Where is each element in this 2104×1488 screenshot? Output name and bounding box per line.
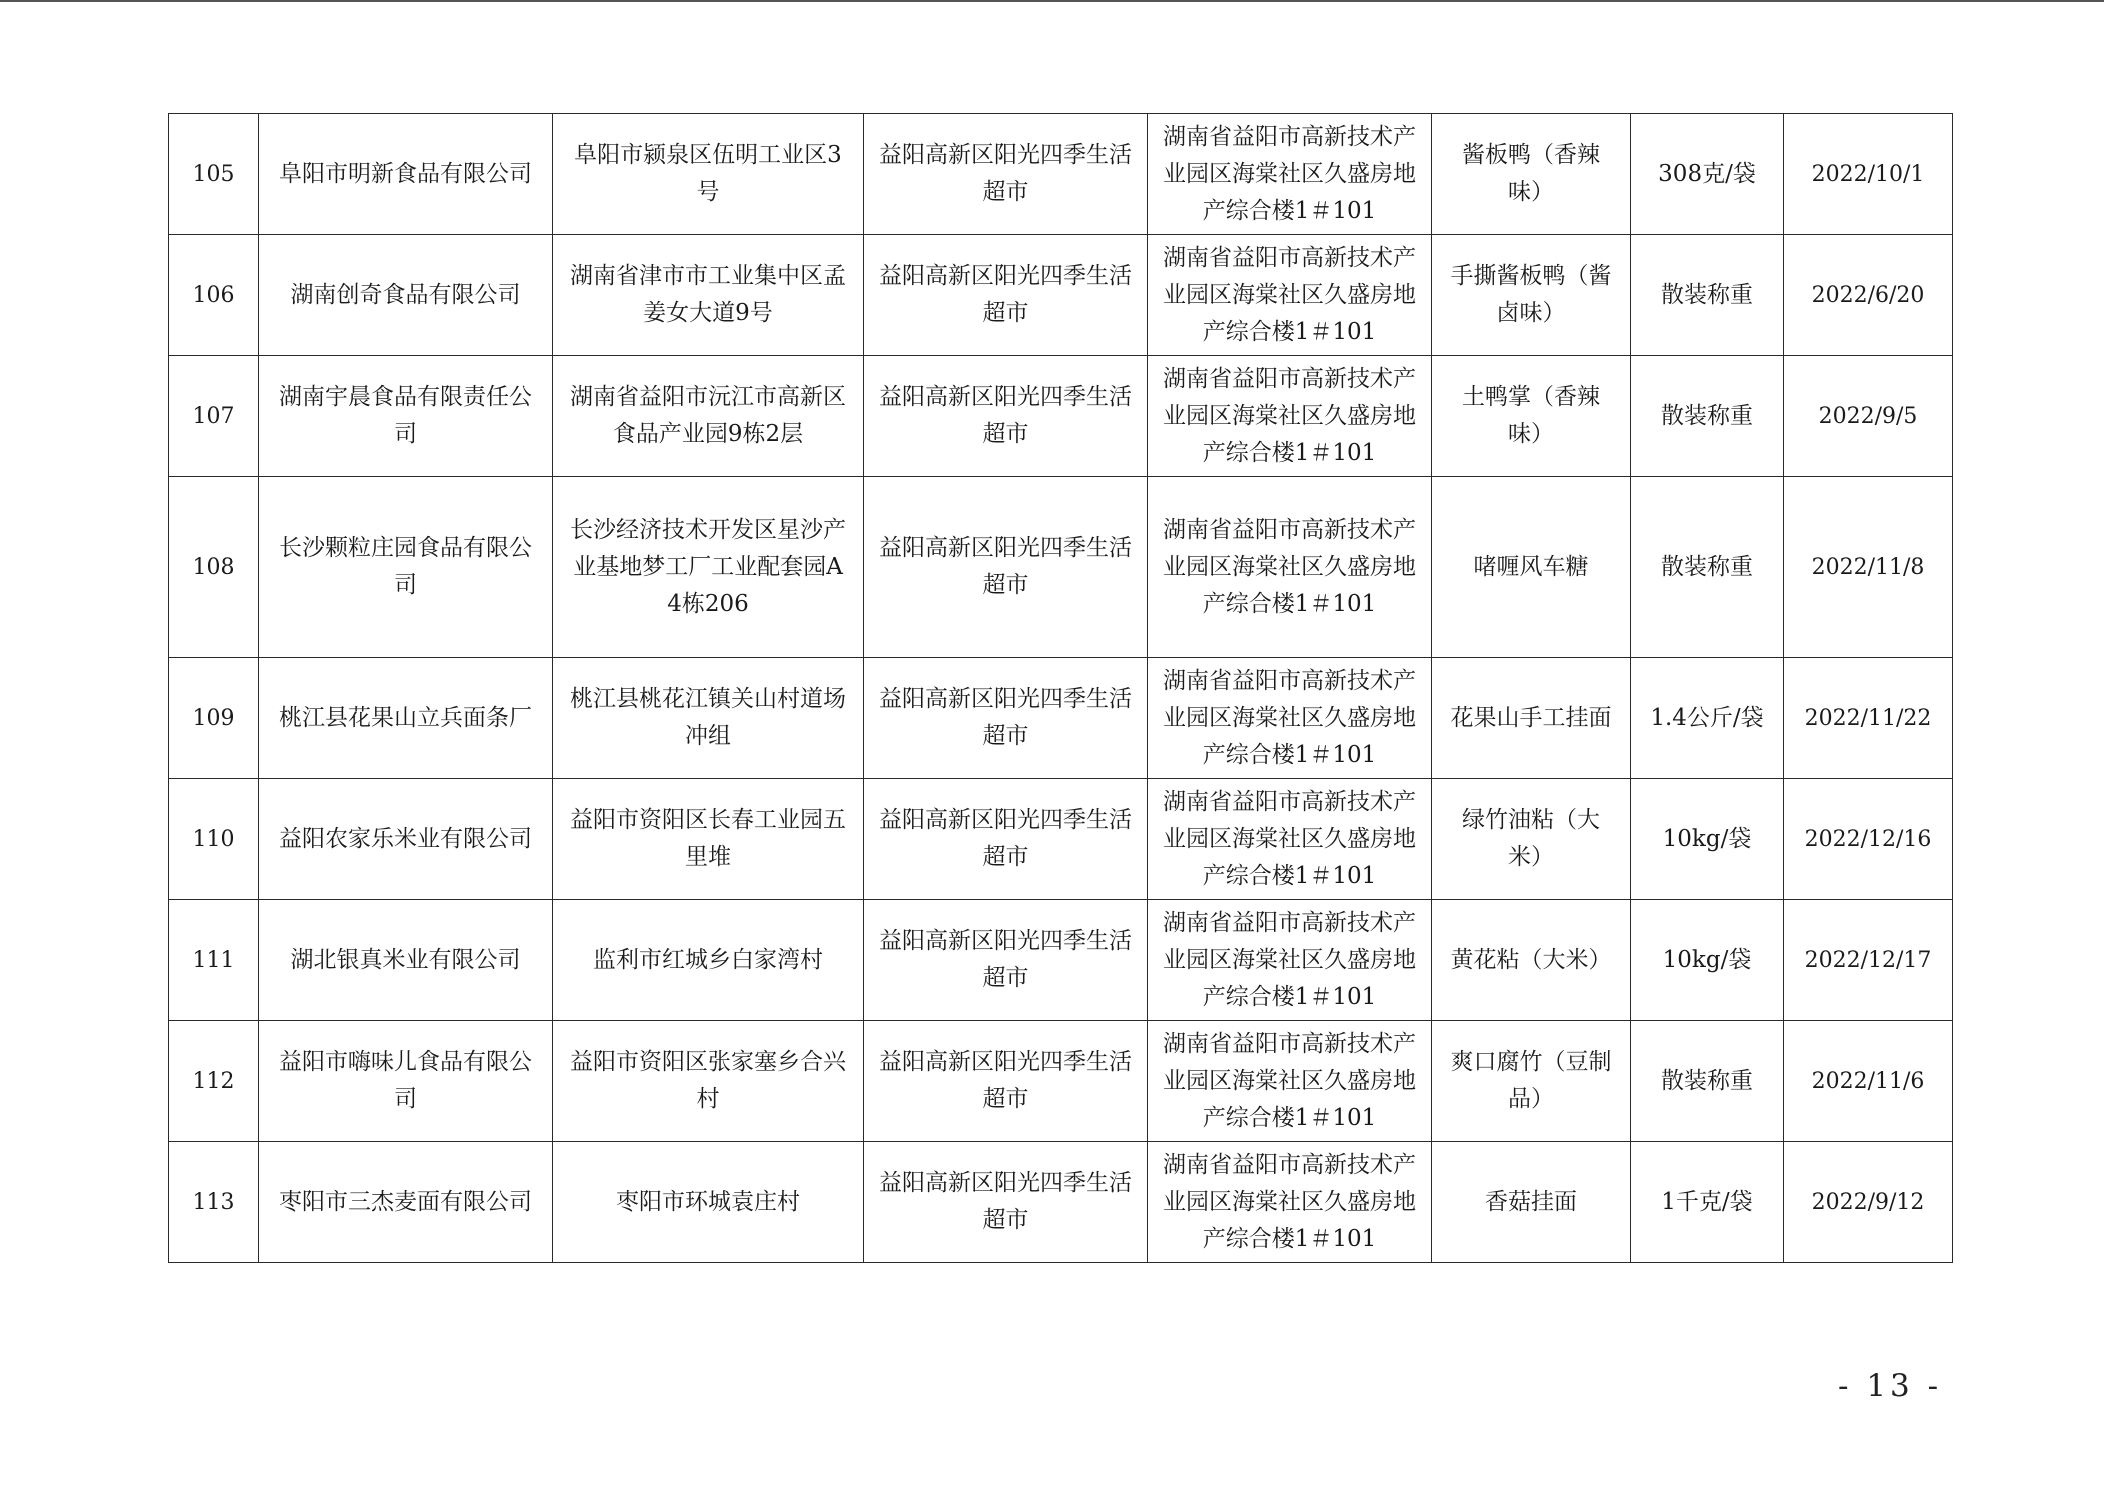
row-number: 109 [169, 658, 259, 779]
row-number: 110 [169, 779, 259, 900]
product-name: 手撕酱板鸭（酱卤味） [1432, 235, 1631, 356]
production-date: 2022/11/8 [1784, 477, 1953, 658]
production-date: 2022/6/20 [1784, 235, 1953, 356]
product-name: 香菇挂面 [1432, 1142, 1631, 1263]
table-row [169, 1021, 1953, 1142]
row-number: 111 [169, 900, 259, 1021]
production-date: 2022/9/5 [1784, 356, 1953, 477]
row-number: 108 [169, 477, 259, 658]
product-spec: 散装称重 [1631, 356, 1784, 477]
table-row [169, 235, 1953, 356]
production-date: 2022/12/17 [1784, 900, 1953, 1021]
producer-address: 湖南省益阳市沅江市高新区食品产业园9栋2层 [553, 356, 864, 477]
product-name: 酱板鸭（香辣味） [1432, 114, 1631, 235]
seller-name: 益阳高新区阳光四季生活超市 [864, 1142, 1148, 1263]
row-number: 107 [169, 356, 259, 477]
product-name: 黄花粘（大米） [1432, 900, 1631, 1021]
production-date: 2022/11/22 [1784, 658, 1953, 779]
production-date: 2022/11/6 [1784, 1021, 1953, 1142]
producer-address: 益阳市资阳区长春工业园五里堆 [553, 779, 864, 900]
product-spec: 308克/袋 [1631, 114, 1784, 235]
seller-address: 湖南省益阳市高新技术产业园区海棠社区久盛房地产综合楼1＃101 [1148, 1021, 1432, 1142]
seller-name: 益阳高新区阳光四季生活超市 [864, 1021, 1148, 1142]
table-row [169, 477, 1953, 658]
producer-name: 湖南宇晨食品有限责任公司 [259, 356, 553, 477]
producer-address: 枣阳市环城袁庄村 [553, 1142, 864, 1263]
product-name: 土鸭掌（香辣味） [1432, 356, 1631, 477]
page-top-border [0, 0, 2104, 2]
row-number: 106 [169, 235, 259, 356]
product-spec: 散装称重 [1631, 1021, 1784, 1142]
producer-address: 桃江县桃花江镇关山村道场冲组 [553, 658, 864, 779]
seller-address: 湖南省益阳市高新技术产业园区海棠社区久盛房地产综合楼1＃101 [1148, 114, 1432, 235]
product-name: 爽口腐竹（豆制品） [1432, 1021, 1631, 1142]
producer-name: 长沙颗粒庄园食品有限公司 [259, 477, 553, 658]
seller-name: 益阳高新区阳光四季生活超市 [864, 900, 1148, 1021]
producer-address: 阜阳市颍泉区伍明工业区3号 [553, 114, 864, 235]
seller-name: 益阳高新区阳光四季生活超市 [864, 235, 1148, 356]
product-spec: 散装称重 [1631, 477, 1784, 658]
seller-address: 湖南省益阳市高新技术产业园区海棠社区久盛房地产综合楼1＃101 [1148, 1142, 1432, 1263]
seller-address: 湖南省益阳市高新技术产业园区海棠社区久盛房地产综合楼1＃101 [1148, 779, 1432, 900]
product-spec: 1千克/袋 [1631, 1142, 1784, 1263]
producer-name: 益阳农家乐米业有限公司 [259, 779, 553, 900]
row-number: 113 [169, 1142, 259, 1263]
seller-name: 益阳高新区阳光四季生活超市 [864, 477, 1148, 658]
seller-address: 湖南省益阳市高新技术产业园区海棠社区久盛房地产综合楼1＃101 [1148, 658, 1432, 779]
product-name: 花果山手工挂面 [1432, 658, 1631, 779]
seller-address: 湖南省益阳市高新技术产业园区海棠社区久盛房地产综合楼1＃101 [1148, 356, 1432, 477]
table-row [169, 658, 1953, 779]
producer-address: 益阳市资阳区张家塞乡合兴村 [553, 1021, 864, 1142]
producer-name: 桃江县花果山立兵面条厂 [259, 658, 553, 779]
production-date: 2022/10/1 [1784, 114, 1953, 235]
table-row [169, 114, 1953, 235]
production-date: 2022/9/12 [1784, 1142, 1953, 1263]
seller-address: 湖南省益阳市高新技术产业园区海棠社区久盛房地产综合楼1＃101 [1148, 477, 1432, 658]
sampling-results-table [168, 113, 1953, 1263]
seller-address: 湖南省益阳市高新技术产业园区海棠社区久盛房地产综合楼1＃101 [1148, 900, 1432, 1021]
seller-name: 益阳高新区阳光四季生活超市 [864, 114, 1148, 235]
producer-name: 益阳市嗨味儿食品有限公司 [259, 1021, 553, 1142]
table-row [169, 900, 1953, 1021]
production-date: 2022/12/16 [1784, 779, 1953, 900]
seller-name: 益阳高新区阳光四季生活超市 [864, 779, 1148, 900]
seller-address: 湖南省益阳市高新技术产业园区海棠社区久盛房地产综合楼1＃101 [1148, 235, 1432, 356]
product-spec: 10kg/袋 [1631, 779, 1784, 900]
table-row [169, 1142, 1953, 1263]
seller-name: 益阳高新区阳光四季生活超市 [864, 658, 1148, 779]
seller-name: 益阳高新区阳光四季生活超市 [864, 356, 1148, 477]
producer-name: 阜阳市明新食品有限公司 [259, 114, 553, 235]
product-name: 绿竹油粘（大米） [1432, 779, 1631, 900]
producer-name: 湖南创奇食品有限公司 [259, 235, 553, 356]
producer-address: 湖南省津市市工业集中区孟姜女大道9号 [553, 235, 864, 356]
table-row [169, 356, 1953, 477]
producer-address: 长沙经济技术开发区星沙产业基地梦工厂工业配套园A4栋206 [553, 477, 864, 658]
product-spec: 10kg/袋 [1631, 900, 1784, 1021]
product-spec: 散装称重 [1631, 235, 1784, 356]
producer-name: 枣阳市三杰麦面有限公司 [259, 1142, 553, 1263]
producer-address: 监利市红城乡白家湾村 [553, 900, 864, 1021]
product-name: 啫喱风车糖 [1432, 477, 1631, 658]
row-number: 112 [169, 1021, 259, 1142]
producer-name: 湖北银真米业有限公司 [259, 900, 553, 1021]
page-number: - 13 - [1838, 1368, 1943, 1404]
product-spec: 1.4公斤/袋 [1631, 658, 1784, 779]
row-number: 105 [169, 114, 259, 235]
table-row [169, 779, 1953, 900]
